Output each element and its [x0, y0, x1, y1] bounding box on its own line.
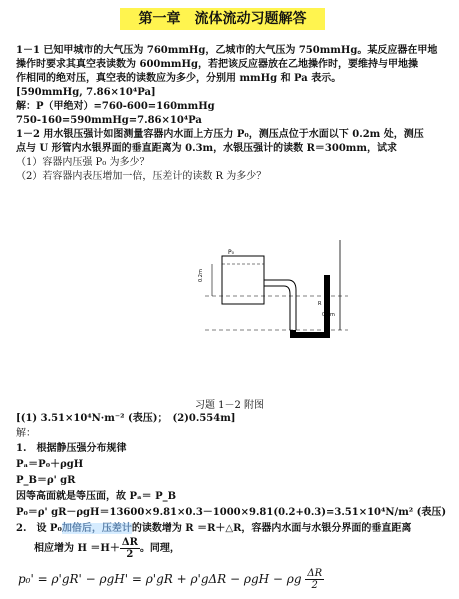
- problem-2-answer: [(1) 3.51×10⁴N·m⁻² (表压)； (2)0.554m]: [16, 413, 236, 424]
- fraction-num: ΔR: [121, 537, 138, 548]
- equation-pb: P_B＝ρ' gR: [16, 475, 76, 486]
- pressure-formula: [18, 568, 324, 591]
- problem-1-solution-1: 解：P（甲绝对）=760-600=160mmHg: [16, 101, 215, 112]
- step-2-h-prefix: 相应增为 H ＝H＋: [34, 543, 120, 554]
- equation-p0: P₀＝ρ' gR－ρgH＝13600×9.81×0.3－1000×9.81(0.2+0.3)=3.51×10⁴N/m² (表压): [16, 507, 447, 518]
- problem-1-line-2: 操作时要求其真空表读数为 600mmHg，若把该反应器放在乙地操作时，要维持与甲地操: [16, 59, 418, 70]
- problem-2-line-1: 1－2 用水银压强计如图测量容器内水面上方压力 P₀，测压点位于水面以下 0.2m 处，测压: [16, 129, 424, 140]
- problem-1-solution-2: 750-160=590mmHg=7.86×10⁴Pa: [16, 115, 202, 126]
- formula-num: ΔR: [307, 568, 323, 579]
- pipe: [264, 280, 296, 330]
- step-2-highlight: 加倍后，压差计: [61, 523, 132, 534]
- equation-pa: Pₐ＝P₀＋ρgH: [16, 459, 84, 470]
- step-2-rest: 的读数增为 R ＝R＋△R，容器内水面与水银分界面的垂直距离: [131, 523, 412, 534]
- formula-body: p₀' = ρ'gR' − ρgH' = ρ'gR + ρ'gΔR − ρgH − ρg: [18, 572, 302, 586]
- problem-1-line-3: 作相同的绝对压，真空表的读数应为多少，分别用 mmHg 和 Pa 表示。: [16, 73, 342, 84]
- problem-1-line-1: 1－1 已知甲城市的大气压为 760mmHg，乙城市的大气压为 750mmHg。某反应器在甲地: [16, 45, 438, 56]
- solution-step-1: 1. 根据静压强分布规律: [16, 443, 127, 454]
- chapter-title: 第一章 流体流动习题解答: [120, 8, 325, 30]
- fraction-delta-r: [120, 537, 140, 560]
- label-r: R: [318, 301, 322, 307]
- label-0-2m: 0.2m: [198, 269, 204, 282]
- pipe-inner: [264, 286, 290, 330]
- equal-pressure-note: 因等高面就是等压面，故 Pₐ＝ P_B: [16, 491, 177, 502]
- problem-2-question-2: （2）若容器内表压增加一倍，压差计的读数 R 为多少？: [16, 171, 267, 182]
- solution-label: 解：: [16, 428, 36, 439]
- problem-2-question-1: （1）容器内压强 P₀ 为多少？: [16, 157, 150, 168]
- problem-1-answer: [590mmHg, 7.86×10⁴Pa]: [16, 87, 156, 98]
- solution-step-2-cont: [34, 537, 180, 560]
- figure-caption: 习题 1－2 附图: [194, 400, 265, 411]
- fraction-den: 2: [126, 549, 134, 560]
- problem-2-line-2: 点与 U 形管内水银界面的垂直距离为 0.3m，水银压强计的读数 R＝300mm，试求: [16, 143, 397, 154]
- label-0-3m: 0.3m: [322, 312, 335, 318]
- step-2-prefix: 2. 设 P₀: [16, 523, 62, 534]
- formula-fraction: [305, 568, 324, 591]
- solution-step-2: [16, 522, 411, 535]
- label-p0: P₀: [228, 249, 235, 256]
- container: [222, 256, 264, 304]
- formula-den: 2: [311, 580, 318, 591]
- step-2-h-suffix: 。同理，: [139, 543, 180, 554]
